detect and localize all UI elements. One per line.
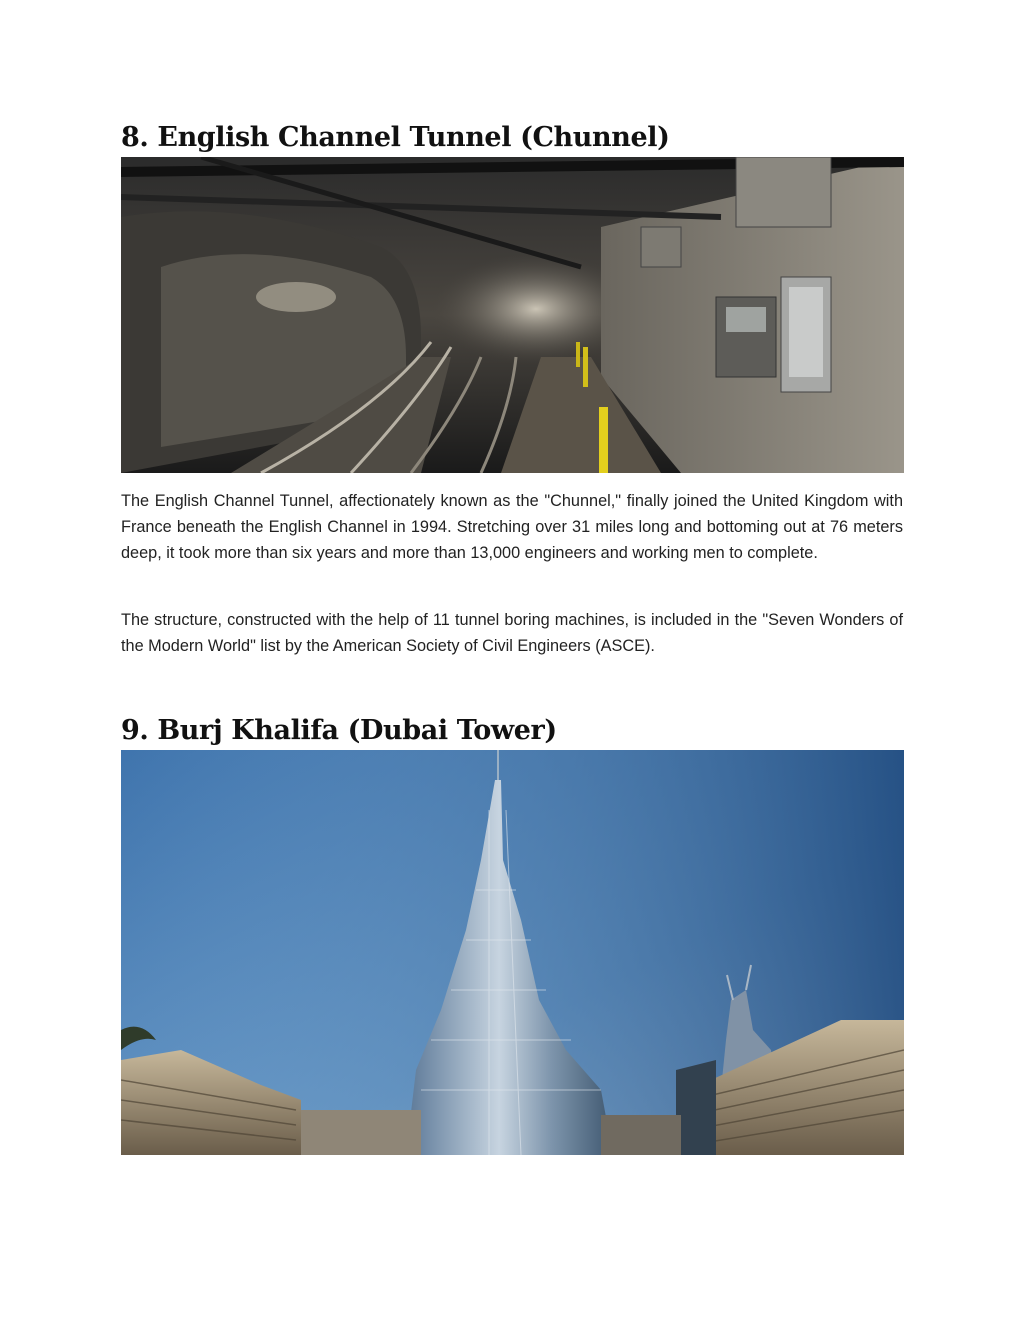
chunnel-paragraph-1: The English Channel Tunnel, affectionately known as the "Chunnel," finally joined the United Kingdom with France beneath the English Channel in 1994. Stretching over 31 miles long and bottoming out at 76 meters deep, it took more than six years and more than 13,000 engineers and working men to complete. [121,492,903,562]
chunnel-paragraph-2: The structure, constructed with the help of 11 tunnel boring machines, is included in the "Seven Wonders of the Modern World" list by the American Society of Civil Engineers (ASCE). [121,611,903,655]
tunnel-photo [121,157,904,473]
section-heading-chunnel: 8. English Channel Tunnel (Chunnel) [121,122,670,153]
section-heading-burj-khalifa: 9. Burj Khalifa (Dubai Tower) [121,715,557,746]
tower-photo [121,750,904,1155]
